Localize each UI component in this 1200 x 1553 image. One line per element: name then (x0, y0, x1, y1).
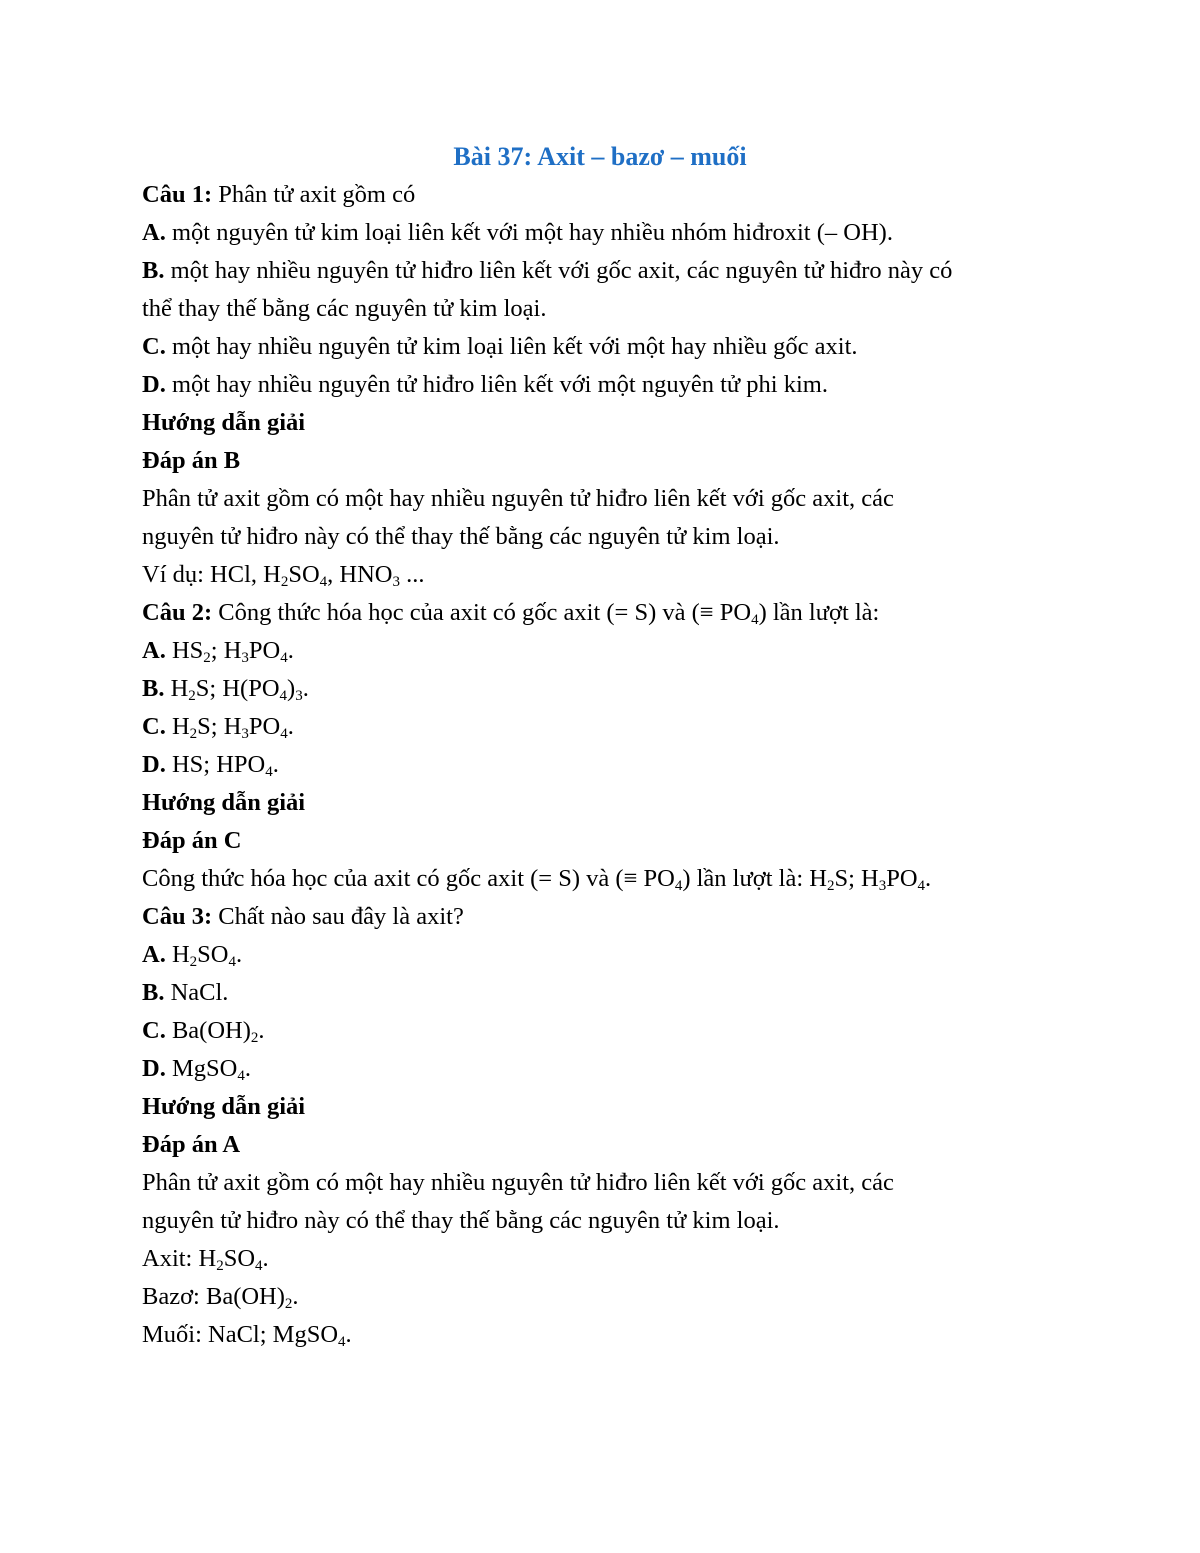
option-c (142, 708, 1062, 746)
example-text: Ví dụ: HCl, H (142, 561, 281, 588)
formula-text: HS; HPO (165, 751, 266, 778)
option-letter: C. (142, 713, 166, 740)
explanation-text: . (345, 1321, 352, 1348)
subscript: 2 (203, 650, 211, 666)
option-letter: A. (142, 219, 166, 246)
guide-heading (142, 404, 1062, 442)
subscript: 2 (189, 954, 198, 970)
explanation-line: nguyên tử hiđro này có thể thay thế bằng các nguyên tử kim loại. (142, 523, 780, 550)
formula-text: . (244, 1055, 251, 1082)
subscript: 3 (241, 650, 249, 666)
option-c (142, 328, 1062, 366)
answer-label: Đáp án B (142, 447, 241, 474)
option-a (142, 936, 1062, 974)
formula-text: HS (165, 637, 204, 664)
bazo-line (142, 1278, 1062, 1316)
guide-label: Hướng dẫn giải (142, 1093, 306, 1120)
formula-text: Ba(OH) (165, 1017, 251, 1044)
question-text: Phân tử axit gồm có (212, 181, 416, 208)
explanation-text: Muối: NaCl; MgSO (142, 1321, 339, 1348)
subscript: 2 (189, 726, 198, 742)
question-3 (142, 898, 1062, 936)
option-d (142, 1050, 1062, 1088)
explanation-text: SO (223, 1245, 256, 1272)
subscript: 3 (295, 688, 303, 704)
subscript: 3 (241, 726, 249, 742)
option-b (142, 670, 1062, 708)
option-text: thể thay thế bằng các nguyên tử kim loại. (142, 295, 547, 322)
formula-text: S; H(PO (195, 675, 280, 702)
guide-label: Hướng dẫn giải (142, 789, 306, 816)
subscript: 4 (255, 1258, 263, 1274)
example-line (142, 556, 1062, 594)
explanation-line: Phân tử axit gồm có một hay nhiều nguyên tử hiđro liên kết với gốc axit, các (142, 1169, 894, 1196)
question-1 (142, 176, 1062, 214)
option-text: một hay nhiều nguyên tử hiđro liên kết với gốc axit, các nguyên tử hiđro này có (164, 257, 953, 284)
subscript: 4 (279, 688, 288, 704)
option-letter: D. (142, 1055, 166, 1082)
explanation-line (142, 860, 1062, 898)
answer-label: Đáp án A (142, 1131, 241, 1158)
option-letter: B. (142, 675, 165, 702)
subscript: 4 (280, 650, 288, 666)
muoi-line (142, 1316, 1062, 1354)
subscript: 4 (280, 726, 288, 742)
page-title: Bài 37: Axit – bazơ – muối (453, 142, 747, 171)
explanation-line: nguyên tử hiđro này có thể thay thế bằng các nguyên tử kim loại. (142, 1207, 780, 1234)
option-b (142, 974, 1062, 1012)
question-text: ) lần lượt là: (758, 599, 880, 626)
option-c (142, 1012, 1062, 1050)
option-text: một hay nhiều nguyên tử kim loại liên kết với một hay nhiều gốc axit. (165, 333, 858, 360)
explanation-text: . (292, 1283, 299, 1310)
answer-heading (142, 1126, 1062, 1164)
example-text: SO (288, 561, 320, 588)
formula-text: ) (287, 675, 296, 702)
option-text: một nguyên tử kim loại liên kết với một hay nhiều nhóm hiđroxit (– OH). (165, 219, 893, 246)
option-d (142, 746, 1062, 784)
formula-text: . (287, 637, 294, 664)
option-letter: A. (142, 941, 166, 968)
explanation-text: ) lần lượt là: H (682, 865, 827, 892)
formula-text: PO (248, 713, 281, 740)
formula-text: MgSO (165, 1055, 238, 1082)
subscript: 3 (392, 574, 401, 590)
question-text: Công thức hóa học của axit có gốc axit (= S) và (≡ PO (212, 599, 752, 626)
option-a (142, 632, 1062, 670)
explanation-text: Công thức hóa học của axit có gốc axit (= S) và (≡ PO (142, 865, 675, 892)
subscript: 4 (338, 1334, 346, 1350)
formula-text: S; H (197, 713, 242, 740)
option-letter: C. (142, 1017, 166, 1044)
formula-text: . (287, 713, 294, 740)
subscript: 4 (265, 764, 273, 780)
subscript: 2 (216, 1258, 224, 1274)
subscript: 4 (917, 878, 926, 894)
question-text: Chất nào sau đây là axit? (212, 903, 464, 930)
document-body (142, 176, 1062, 1354)
answer-heading (142, 822, 1062, 860)
formula-text: H (165, 713, 190, 740)
option-b-continued (142, 290, 1062, 328)
formula-text: PO (248, 637, 281, 664)
option-letter: A. (142, 637, 166, 664)
formula-text: SO (197, 941, 229, 968)
subscript: 3 (878, 878, 887, 894)
option-letter: D. (142, 371, 166, 398)
question-2 (142, 594, 1062, 632)
question-label: Câu 1: (142, 181, 213, 208)
subscript: 4 (674, 878, 683, 894)
explanation-line: Phân tử axit gồm có một hay nhiều nguyên tử hiđro liên kết với gốc axit, các (142, 485, 894, 512)
option-letter: B. (142, 979, 165, 1006)
answer-heading (142, 442, 1062, 480)
formula-text: . (235, 941, 243, 968)
question-label: Câu 2: (142, 599, 213, 626)
guide-heading (142, 1088, 1062, 1126)
subscript: 2 (250, 1030, 259, 1046)
formula-text: H (165, 941, 190, 968)
answer-label: Đáp án C (142, 827, 242, 854)
subscript: 4 (751, 612, 759, 628)
formula-text: . (272, 751, 279, 778)
option-b (142, 252, 1062, 290)
explanation-text: S; H (834, 865, 879, 892)
subscript: 2 (826, 878, 835, 894)
explanation-text: PO (886, 865, 918, 892)
explanation-text: . (262, 1245, 269, 1272)
subscript: 2 (284, 1296, 293, 1312)
option-a (142, 214, 1062, 252)
subscript: 2 (188, 688, 196, 704)
explanation-text: Axit: H (142, 1245, 217, 1272)
option-d (142, 366, 1062, 404)
guide-label: Hướng dẫn giải (142, 409, 306, 436)
explanation-text: Bazơ: Ba(OH) (142, 1283, 285, 1310)
subscript: 4 (228, 954, 236, 970)
formula-text: H (164, 675, 189, 702)
example-text: , HNO (327, 561, 393, 588)
formula-text: . (258, 1017, 265, 1044)
subscript: 2 (280, 574, 289, 590)
example-text: ... (400, 561, 425, 588)
option-letter: D. (142, 751, 166, 778)
formula-text: ; H (210, 637, 242, 664)
option-letter: B. (142, 257, 165, 284)
guide-heading (142, 784, 1062, 822)
question-label: Câu 3: (142, 903, 213, 930)
axit-line (142, 1240, 1062, 1278)
option-letter: C. (142, 333, 166, 360)
formula-text: . (302, 675, 309, 702)
formula-text: NaCl. (164, 979, 229, 1006)
explanation-text: . (925, 865, 932, 892)
subscript: 4 (319, 574, 328, 590)
option-text: một hay nhiều nguyên tử hiđro liên kết với một nguyên tử phi kim. (165, 371, 828, 398)
subscript: 4 (237, 1068, 245, 1084)
